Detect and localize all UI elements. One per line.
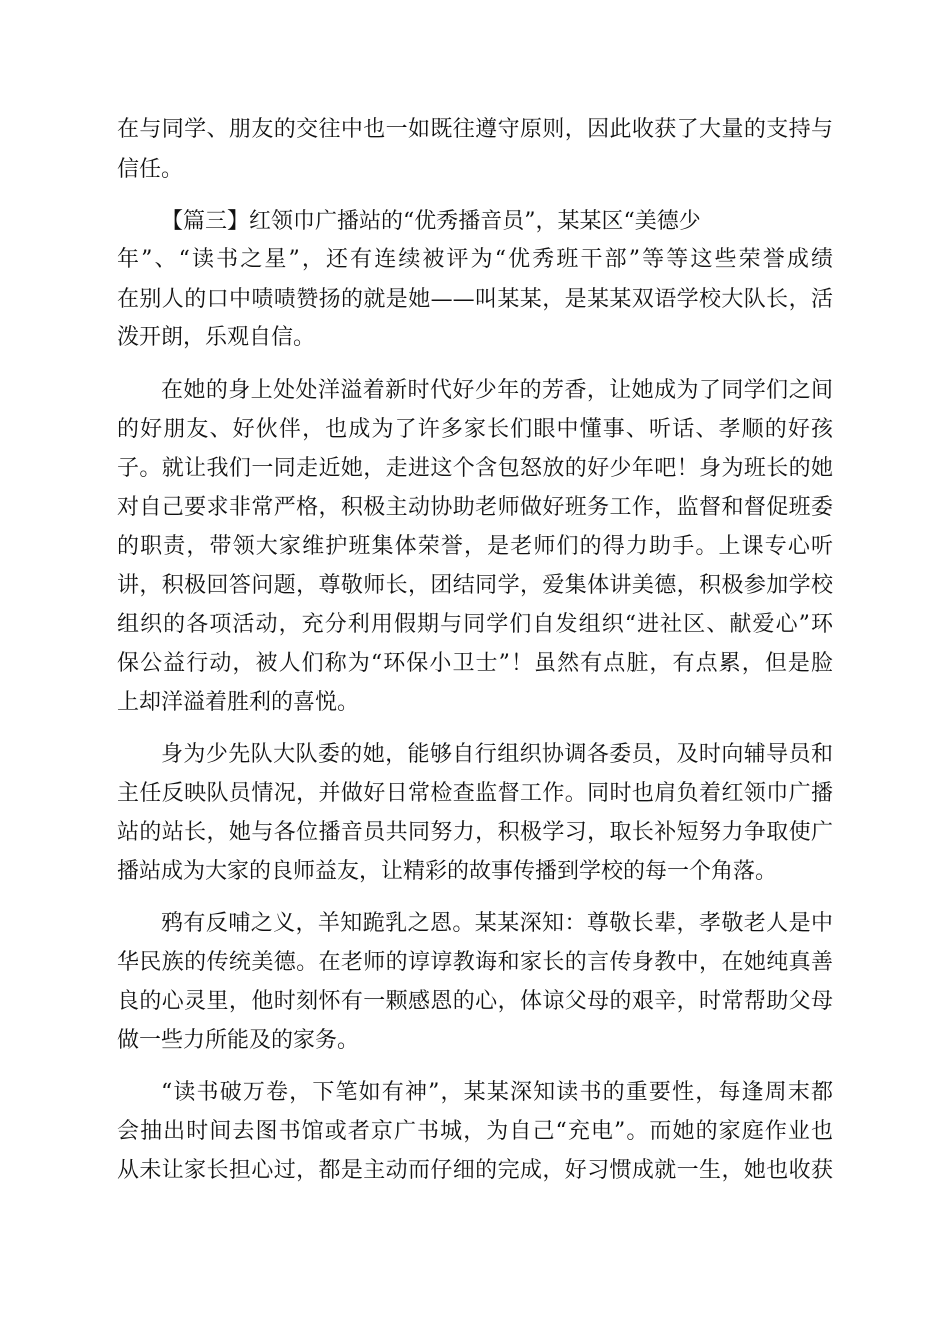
text-line: 在她的身上处处洋溢着新时代好少年的芳香，让她成为了同学们之间 bbox=[161, 378, 833, 403]
text-line: 的职责，带领大家维护班集体荣誉，是老师们的得力助手。上课专心听 bbox=[117, 534, 833, 559]
text-line: 播站成为大家的良师益友，让精彩的故事传播到学校的每一个角落。 bbox=[117, 859, 778, 884]
text-line: 年”、“读书之星”，还有连续被评为“优秀班干部”等等这些荣誉成绩 bbox=[117, 247, 833, 272]
text-line: 的好朋友、好伙伴，也成为了许多家长们眼中懂事、听话、孝顺的好孩 bbox=[117, 417, 833, 442]
text-line: 泼开朗，乐观自信。 bbox=[117, 325, 316, 350]
text-line: 从未让家长担心过，都是主动而仔细的完成，好习惯成就一生，她也收获 bbox=[117, 1158, 833, 1183]
text-line: 讲，积极回答问题，尊敬师长，团结同学，爱集体讲美德，积极参加学校 bbox=[117, 573, 833, 598]
text-line: 上却洋溢着胜利的喜悦。 bbox=[117, 690, 360, 715]
text-line: 【篇三】红领巾广播站的“优秀播音员”，某某区“美德少 bbox=[161, 209, 701, 234]
text-line: “读书破万卷，下笔如有神”，某某深知读书的重要性，每逢周末都 bbox=[161, 1080, 833, 1105]
text-line: 鸦有反哺之义，羊知跪乳之恩。某某深知：尊敬长辈，孝敬老人是中 bbox=[161, 911, 833, 936]
text-line: 主任反映队员情况，并做好日常检查监督工作。同时也肩负着红领巾广播 bbox=[117, 781, 833, 806]
text-line: 做一些力所能及的家务。 bbox=[117, 1028, 360, 1053]
text-line: 华民族的传统美德。在老师的谆谆教诲和家长的言传身教中，在她纯真善 bbox=[117, 950, 833, 975]
text-line: 对自己要求非常严格，积极主动协助老师做好班务工作，监督和督促班委 bbox=[117, 495, 833, 520]
text-line: 在别人的口中啧啧赞扬的就是她——叫某某，是某某双语学校大队长，活 bbox=[117, 287, 833, 312]
text-line: 信任。 bbox=[117, 157, 184, 182]
text-line: 站的站长，她与各位播音员共同努力，积极学习，取长补短努力争取使广 bbox=[117, 820, 833, 845]
text-line: 会抽出时间去图书馆或者京广书城，为自己“充电”。而她的家庭作业也 bbox=[117, 1119, 833, 1144]
text-line: 组织的各项活动，充分利用假期与同学们自发组织“进社区、献爱心”环 bbox=[117, 612, 833, 637]
text-line: 子。就让我们一同走近她，走进这个含包怒放的好少年吧！身为班长的她 bbox=[117, 456, 833, 481]
text-line: 良的心灵里，他时刻怀有一颗感恩的心，体谅父母的艰辛，时常帮助父母 bbox=[117, 989, 833, 1014]
text-line: 身为少先队大队委的她，能够自行组织协调各委员，及时向辅导员和 bbox=[161, 742, 833, 767]
text-line: 在与同学、朋友的交往中也一如既往遵守原则，因此收获了大量的支持与 bbox=[117, 117, 833, 142]
text-line: 保公益行动，被人们称为“环保小卫士”！虽然有点脏，有点累，但是脸 bbox=[117, 651, 833, 676]
